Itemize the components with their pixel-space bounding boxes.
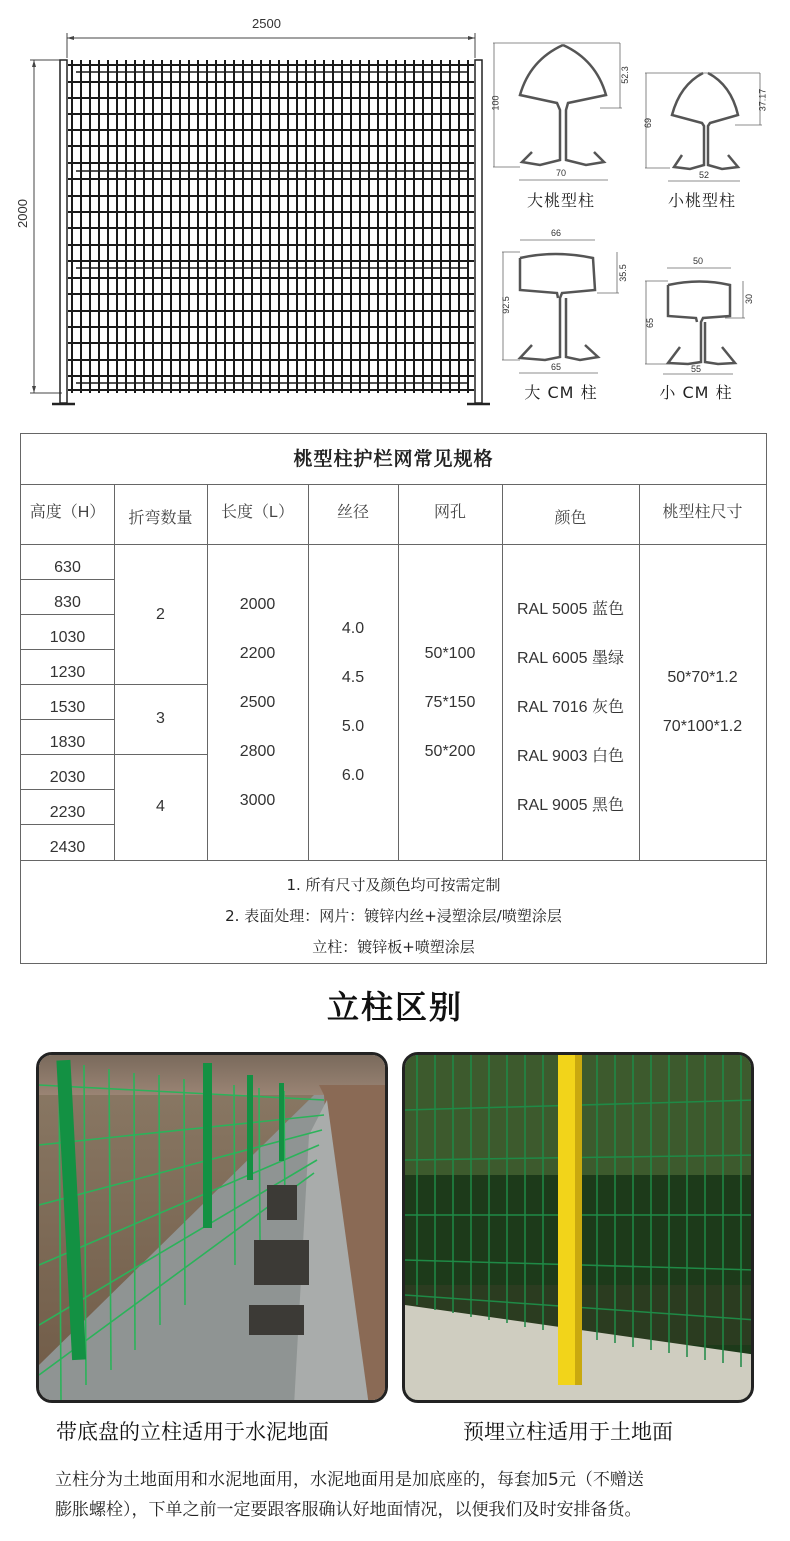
section-title: 立柱区别 xyxy=(326,988,463,1026)
small-peach-base-width: 52 xyxy=(699,170,710,180)
concrete-base-post-photo xyxy=(36,1052,388,1403)
height-cell: 1530 xyxy=(49,699,86,716)
big-peach-head-height: 52.3 xyxy=(619,66,630,84)
small-cm-top-width: 50 xyxy=(693,256,704,266)
header-mesh: 网孔 xyxy=(433,504,466,521)
description-line: 立柱分为土地面用和水泥地面用，水泥地面用是加底座的，每套加5元（不赠送 xyxy=(55,1470,644,1490)
length-value: 3000 xyxy=(239,792,276,809)
big-peach-base-width: 70 xyxy=(556,168,567,178)
note-line: 2. 表面处理：网片：镀锌内丝+浸塑涂层/喷塑涂层 xyxy=(225,907,562,925)
small-cm-head-height: 30 xyxy=(744,293,755,305)
small-peach-height: 69 xyxy=(643,117,654,129)
small-cm-post-label: 小 CM 柱 xyxy=(659,383,733,402)
length-value: 2000 xyxy=(239,596,276,613)
wire-diameter-value: 4.5 xyxy=(341,669,365,686)
big-peach-post-profile xyxy=(520,45,606,165)
small-cm-height: 65 xyxy=(645,317,656,329)
big-cm-post-profile xyxy=(520,254,598,360)
spec-table xyxy=(20,433,767,964)
header-length: 长度（L） xyxy=(221,504,294,521)
big-peach-height: 100 xyxy=(490,95,501,111)
fence-dimension-drawing xyxy=(0,0,790,420)
color-value: RAL 6005 墨绿 xyxy=(516,650,625,667)
height-cell: 2430 xyxy=(49,839,86,856)
concrete-caption: 带底盘的立柱适用于水泥地面 xyxy=(56,1420,329,1444)
length-value: 2800 xyxy=(239,743,276,760)
color-value: RAL 9003 白色 xyxy=(516,748,625,765)
small-peach-post-label: 小桃型柱 xyxy=(667,191,736,210)
length-value: 2200 xyxy=(239,645,276,662)
big-cm-height: 92.5 xyxy=(500,296,511,314)
wire-diameter-value: 6.0 xyxy=(341,767,365,784)
concrete-fence-image xyxy=(39,1055,388,1403)
note-line: 1. 所有尺寸及颜色均可按需定制 xyxy=(286,876,501,894)
color-value: RAL 9005 黑色 xyxy=(516,797,625,814)
bends-cell: 2 xyxy=(156,606,165,623)
height-cell: 1230 xyxy=(49,664,86,681)
bends-cell: 3 xyxy=(156,710,165,727)
big-cm-head-height: 35.5 xyxy=(617,264,628,282)
soil-caption: 预埋立柱适用于土地面 xyxy=(463,1420,673,1444)
big-peach-post-label: 大桃型柱 xyxy=(526,191,595,210)
header-color: 颜色 xyxy=(554,510,587,527)
small-peach-head-height: 37.17 xyxy=(757,88,768,112)
height-cell: 630 xyxy=(54,559,81,576)
panel-height-label: 2000 xyxy=(14,199,30,228)
header-wire-diameter: 丝径 xyxy=(336,504,369,521)
panel-width-label: 2500 xyxy=(252,16,281,31)
big-cm-base-width: 65 xyxy=(551,362,562,372)
mesh-value: 50*100 xyxy=(424,645,476,662)
height-cell: 1830 xyxy=(49,734,86,751)
post-size-value: 50*70*1.2 xyxy=(667,669,738,686)
length-value: 2500 xyxy=(239,694,276,711)
height-cell: 2230 xyxy=(49,804,86,821)
header-height: 高度（H） xyxy=(29,504,106,521)
height-cell: 2030 xyxy=(49,769,86,786)
table-title: 桃型柱护栏网常见规格 xyxy=(21,434,766,485)
small-cm-post-profile xyxy=(668,282,735,365)
post-size-value: 70*100*1.2 xyxy=(662,718,743,735)
big-cm-post-label: 大 CM 柱 xyxy=(524,383,598,402)
height-cell: 1030 xyxy=(49,629,86,646)
description-line: 膨胀螺栓），下单之前一定要跟客服确认好地面情况，以便我们及时安排备货。 xyxy=(55,1500,642,1520)
bends-cell: 4 xyxy=(156,798,165,815)
wire-diameter-value: 5.0 xyxy=(341,718,365,735)
header-post-size: 桃型柱尺寸 xyxy=(662,504,743,521)
big-cm-top-width: 66 xyxy=(551,228,562,238)
mesh-value: 50*200 xyxy=(424,743,476,760)
buried-post-photo xyxy=(402,1052,754,1403)
buried-fence-image xyxy=(405,1055,754,1403)
small-cm-base-width: 55 xyxy=(691,364,702,374)
wire-diameter-value: 4.0 xyxy=(341,620,365,637)
color-value: RAL 7016 灰色 xyxy=(516,699,625,716)
color-value: RAL 5005 蓝色 xyxy=(516,601,625,618)
mesh-value: 75*150 xyxy=(424,694,476,711)
header-bends: 折弯数量 xyxy=(128,510,193,527)
small-peach-post-profile xyxy=(672,73,738,169)
note-line: 立柱：镀锌板+喷塑涂层 xyxy=(312,938,475,956)
height-cell: 830 xyxy=(54,594,81,611)
